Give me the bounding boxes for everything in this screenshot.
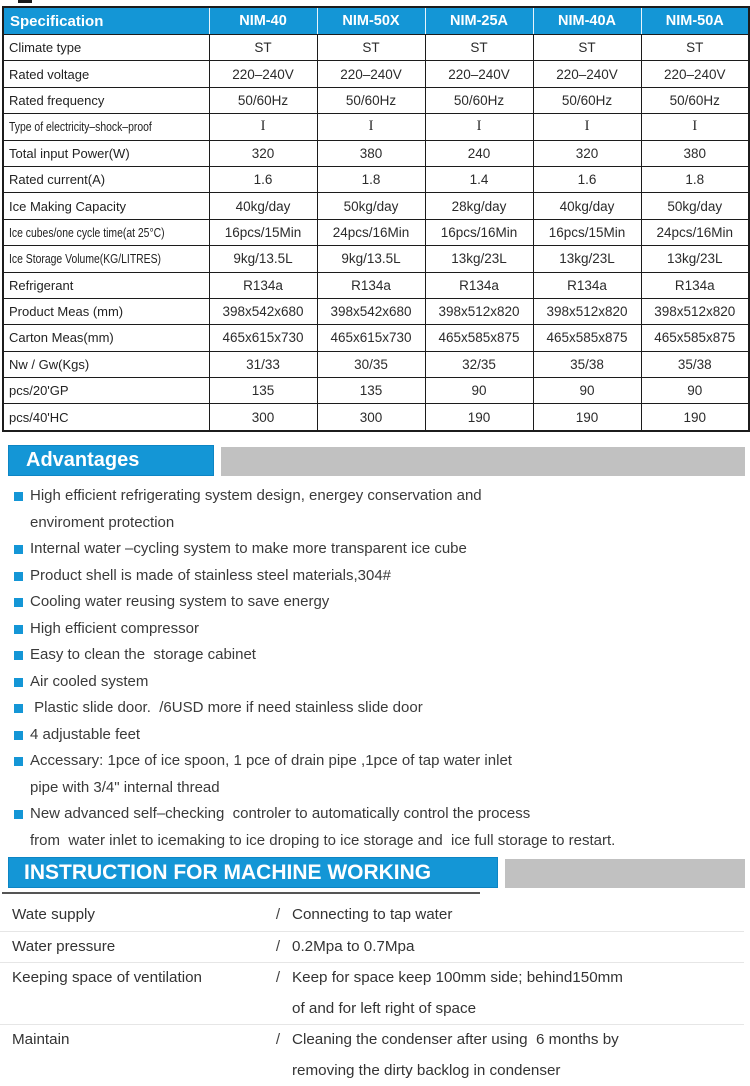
list-item [0, 801, 750, 854]
advantage-line [0, 748, 750, 775]
table-row [3, 404, 749, 431]
bullet-square-icon [14, 651, 23, 660]
row-label-cell [3, 246, 209, 272]
list-item [0, 669, 750, 696]
advantage-line [0, 483, 750, 510]
advantage-text: 4 adjustable feet [30, 726, 140, 743]
row-label-cell [3, 298, 209, 324]
value-cell: 398x512x820 [641, 298, 749, 324]
value-cell: I [317, 114, 425, 140]
value-cell: 320 [533, 140, 641, 166]
instruction-row [0, 1025, 744, 1086]
slash-separator: / [264, 932, 292, 963]
value-cell: 35/38 [533, 351, 641, 377]
table-row [3, 351, 749, 377]
row-label: pcs/20'GP [9, 383, 69, 398]
value-cell: 380 [317, 140, 425, 166]
instruction-row [0, 900, 744, 932]
row-label-cell [3, 140, 209, 166]
value-cell: 13kg/23L [425, 246, 533, 272]
row-label: Type of electricity–shock–proof [9, 119, 152, 134]
table-row [3, 219, 749, 245]
table-row [3, 61, 749, 87]
table-row [3, 35, 749, 61]
row-label-cell [3, 61, 209, 87]
instruction-label: Maintain [12, 1025, 264, 1086]
slash-separator: / [264, 963, 292, 1024]
value-cell: 50/60Hz [425, 87, 533, 113]
table-row [3, 298, 749, 324]
instruction-label: Wate supply [12, 900, 264, 931]
instruction-label: Keeping space of ventilation [12, 963, 264, 1024]
value-cell: 190 [641, 404, 749, 431]
divider-line [2, 892, 480, 894]
value-cell: 465x585x875 [425, 325, 533, 351]
value-cell: 190 [425, 404, 533, 431]
table-row [3, 193, 749, 219]
list-item [0, 563, 750, 590]
advantage-text: pipe with 3/4" internal thread [30, 779, 220, 796]
row-label: Total input Power(W) [9, 146, 130, 161]
bullet-square-icon [14, 704, 23, 713]
value-cell: 24pcs/16Min [317, 219, 425, 245]
value-cell: 398x512x820 [533, 298, 641, 324]
row-label: Rated voltage [9, 67, 89, 82]
row-label: Nw / Gw(Kgs) [9, 357, 89, 372]
advantage-line [0, 801, 750, 828]
value-cell: 1.4 [425, 166, 533, 192]
model-header-cell: NIM-40A [533, 7, 641, 35]
table-row [3, 166, 749, 192]
value-cell: 9kg/13.5L [209, 246, 317, 272]
value-cell: 398x512x820 [425, 298, 533, 324]
value-cell: 220–240V [209, 61, 317, 87]
value-cell: 24pcs/16Min [641, 219, 749, 245]
instruction-line: Keep for space keep 100mm side; behind150mm [292, 963, 744, 994]
row-label: Rated frequency [9, 93, 104, 108]
specification-table [2, 6, 750, 432]
value-cell: 465x615x730 [209, 325, 317, 351]
bullet-square-icon [14, 625, 23, 634]
advantage-line [0, 828, 750, 855]
list-item [0, 722, 750, 749]
value-cell: 465x585x875 [641, 325, 749, 351]
advantage-line [0, 536, 750, 563]
value-cell: 28kg/day [425, 193, 533, 219]
instruction-content [292, 1025, 744, 1086]
value-cell: 90 [641, 378, 749, 404]
instruction-line: 0.2Mpa to 0.7Mpa [292, 932, 744, 963]
advantage-text: New advanced self–checking controler to automatically control the process [30, 805, 530, 822]
advantage-line [0, 589, 750, 616]
value-cell: 16pcs/16Min [425, 219, 533, 245]
instruction-header [8, 857, 745, 888]
value-cell: 16pcs/15Min [209, 219, 317, 245]
list-item [0, 748, 750, 801]
advantage-line [0, 669, 750, 696]
value-cell: ST [425, 35, 533, 61]
advantage-text: enviroment protection [30, 514, 174, 531]
value-cell: 90 [425, 378, 533, 404]
row-label: Ice cubes/one cycle time(at 25°C) [9, 225, 165, 240]
model-header-cell: NIM-50A [641, 7, 749, 35]
advantage-text: High efficient compressor [30, 620, 199, 637]
advantage-line [0, 722, 750, 749]
row-label-cell [3, 35, 209, 61]
value-cell: ST [533, 35, 641, 61]
value-cell: 13kg/23L [533, 246, 641, 272]
value-cell: 16pcs/15Min [533, 219, 641, 245]
row-label-cell [3, 272, 209, 298]
row-label-cell [3, 114, 209, 140]
slash-separator: / [264, 1025, 292, 1086]
value-cell: 1.8 [317, 166, 425, 192]
model-header-cell: NIM-50X [317, 7, 425, 35]
instruction-line: Cleaning the condenser after using 6 months by [292, 1025, 744, 1056]
table-row [3, 378, 749, 404]
bullet-square-icon [14, 492, 23, 501]
row-label-cell [3, 351, 209, 377]
value-cell: 50/60Hz [533, 87, 641, 113]
instruction-title: INSTRUCTION FOR MACHINE WORKING [24, 861, 431, 885]
value-cell: 1.8 [641, 166, 749, 192]
row-label: Refrigerant [9, 278, 73, 293]
value-cell: 50kg/day [317, 193, 425, 219]
instruction-line: of and for left right of space [292, 994, 744, 1025]
advantage-line [0, 510, 750, 537]
row-label: Rated current(A) [9, 172, 105, 187]
list-item [0, 695, 750, 722]
value-cell: I [425, 114, 533, 140]
value-cell: 30/35 [317, 351, 425, 377]
value-cell: R134a [641, 272, 749, 298]
value-cell: 220–240V [425, 61, 533, 87]
advantages-title-bar [8, 445, 214, 476]
instruction-line: removing the dirty backlog in condenser [292, 1056, 744, 1086]
bullet-square-icon [14, 810, 23, 819]
model-header-cell: NIM-25A [425, 7, 533, 35]
value-cell: 35/38 [641, 351, 749, 377]
top-mark [18, 0, 32, 3]
table-row [3, 246, 749, 272]
value-cell: 300 [317, 404, 425, 431]
value-cell: 300 [209, 404, 317, 431]
advantage-line [0, 616, 750, 643]
row-label: Product Meas (mm) [9, 304, 123, 319]
instruction-list [0, 900, 744, 1086]
value-cell: 50/60Hz [209, 87, 317, 113]
value-cell: 1.6 [533, 166, 641, 192]
value-cell: 1.6 [209, 166, 317, 192]
value-cell: 50/60Hz [317, 87, 425, 113]
value-cell: ST [317, 35, 425, 61]
advantage-text: Product shell is made of stainless steel materials,304# [30, 567, 391, 584]
value-cell: 31/33 [209, 351, 317, 377]
value-cell: 220–240V [533, 61, 641, 87]
value-cell: 398x542x680 [209, 298, 317, 324]
instruction-line: Connecting to tap water [292, 900, 744, 931]
spec-header-cell: Specification [3, 7, 209, 35]
advantage-line [0, 775, 750, 802]
bullet-square-icon [14, 545, 23, 554]
value-cell: I [641, 114, 749, 140]
instruction-title-bar [8, 857, 498, 888]
row-label: pcs/40'HC [9, 410, 69, 425]
advantage-line [0, 563, 750, 590]
row-label: Carton Meas(mm) [9, 330, 114, 345]
instruction-content [292, 932, 744, 963]
advantage-text: from water inlet to icemaking to ice droping to ice storage and ice full storage to restart. [30, 832, 615, 849]
advantage-text: Internal water –cycling system to make more transparent ice cube [30, 540, 467, 557]
value-cell: 398x542x680 [317, 298, 425, 324]
table-header-row [3, 7, 749, 35]
list-item [0, 616, 750, 643]
advantage-line [0, 642, 750, 669]
row-label-cell [3, 378, 209, 404]
value-cell: 9kg/13.5L [317, 246, 425, 272]
value-cell: 90 [533, 378, 641, 404]
list-item [0, 483, 750, 536]
value-cell: 50kg/day [641, 193, 749, 219]
slash-separator: / [264, 900, 292, 931]
value-cell: 380 [641, 140, 749, 166]
value-cell: 13kg/23L [641, 246, 749, 272]
advantages-header [8, 445, 745, 476]
value-cell: ST [209, 35, 317, 61]
table-row [3, 272, 749, 298]
instruction-content [292, 963, 744, 1024]
row-label-cell [3, 166, 209, 192]
bullet-square-icon [14, 731, 23, 740]
table-row [3, 87, 749, 113]
advantages-gray-bar [221, 447, 745, 476]
instruction-row [0, 963, 744, 1025]
model-header-cell: NIM-40 [209, 7, 317, 35]
advantage-text: High efficient refrigerating system design, energey conservation and [30, 487, 482, 504]
value-cell: 465x615x730 [317, 325, 425, 351]
value-cell: 240 [425, 140, 533, 166]
row-label-cell [3, 193, 209, 219]
value-cell: 135 [209, 378, 317, 404]
advantage-text: Cooling water reusing system to save energy [30, 593, 329, 610]
instruction-label: Water pressure [12, 932, 264, 963]
advantage-text: Accessary: 1pce of ice spoon, 1 pce of drain pipe ,1pce of tap water inlet [30, 752, 512, 769]
value-cell: 465x585x875 [533, 325, 641, 351]
value-cell: R134a [317, 272, 425, 298]
advantage-text: Plastic slide door. /6USD more if need stainless slide door [30, 699, 423, 716]
value-cell: ST [641, 35, 749, 61]
advantages-title: Advantages [26, 449, 139, 472]
bullet-square-icon [14, 598, 23, 607]
row-label: Ice Storage Volume(KG/LITRES) [9, 251, 161, 266]
value-cell: I [209, 114, 317, 140]
advantage-text: Air cooled system [30, 673, 148, 690]
row-label-cell [3, 325, 209, 351]
table-row [3, 325, 749, 351]
value-cell: 50/60Hz [641, 87, 749, 113]
row-label-cell [3, 87, 209, 113]
value-cell: 40kg/day [209, 193, 317, 219]
list-item [0, 536, 750, 563]
value-cell: 190 [533, 404, 641, 431]
instruction-gray-bar [505, 859, 745, 888]
bullet-square-icon [14, 678, 23, 687]
value-cell: 40kg/day [533, 193, 641, 219]
row-label-cell [3, 404, 209, 431]
advantage-text: Easy to clean the storage cabinet [30, 646, 256, 663]
table-row [3, 140, 749, 166]
value-cell: 135 [317, 378, 425, 404]
row-label: Climate type [9, 40, 81, 55]
instruction-row [0, 932, 744, 964]
bullet-square-icon [14, 572, 23, 581]
table-row [3, 114, 749, 140]
value-cell: I [533, 114, 641, 140]
value-cell: 32/35 [425, 351, 533, 377]
value-cell: 220–240V [317, 61, 425, 87]
row-label-cell [3, 219, 209, 245]
bullet-square-icon [14, 757, 23, 766]
row-label: Ice Making Capacity [9, 199, 126, 214]
advantages-list [0, 483, 750, 854]
list-item [0, 589, 750, 616]
value-cell: R134a [533, 272, 641, 298]
instruction-content [292, 900, 744, 931]
value-cell: 320 [209, 140, 317, 166]
value-cell: R134a [425, 272, 533, 298]
list-item [0, 642, 750, 669]
value-cell: R134a [209, 272, 317, 298]
value-cell: 220–240V [641, 61, 749, 87]
advantage-line [0, 695, 750, 722]
